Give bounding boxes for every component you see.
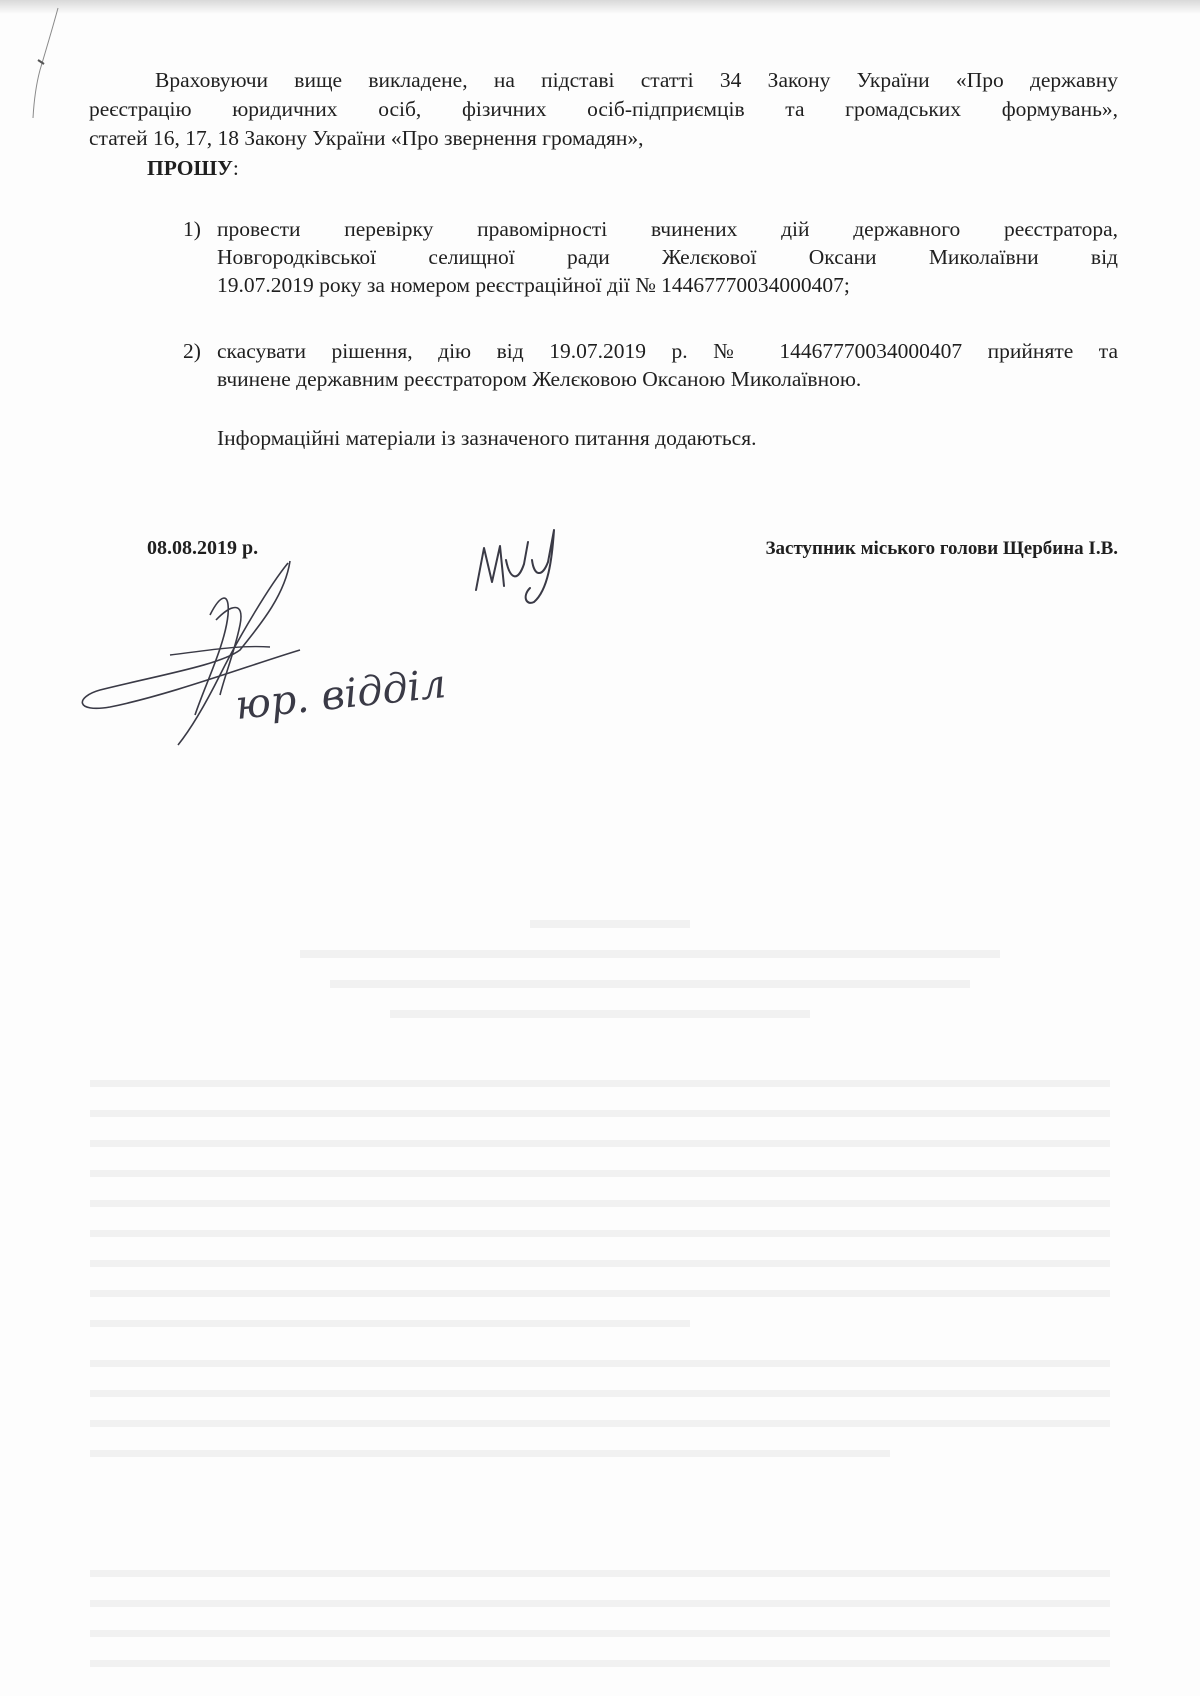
signer-name: Заступник міського голови Щербина І.В.: [765, 538, 1118, 559]
item-number: 2): [183, 339, 201, 363]
bleed-through-texture: [0, 560, 1200, 1696]
scan-top-shadow: [0, 0, 1200, 14]
request-heading: ПРОШУ:: [147, 156, 239, 180]
item-text: [217, 215, 1118, 299]
item-line: 19.07.2019 року за номером реєстраційної дії № 14467770034000407;: [217, 273, 850, 297]
item-line: вчинене державним реєстратором Желєковою Оксаною Миколаївною.: [217, 367, 862, 391]
attachments-note: Інформаційні матеріали із зазначеного питання додаються.: [217, 426, 757, 450]
intro-line-2: реєстрацію юридичних осіб, фізичних осіб-підприємців та громадських формувань»,: [89, 97, 1118, 121]
item-line: провести перевірку правомірності вчинених дій державного реєстратора,: [217, 217, 1118, 241]
scan-fold-mark: [0, 0, 80, 120]
document-date: 08.08.2019 р.: [147, 537, 259, 559]
item-text: [217, 337, 1118, 393]
item-number: 1): [183, 217, 201, 241]
intro-line-3: статей 16, 17, 18 Закону України «Про звернення громадян»,: [89, 126, 644, 150]
item-line: скасувати рішення, дію від 19.07.2019 р. № 14467770034000407 прийняте та: [217, 339, 1118, 363]
item-line: Новгородківської селищної ради Желєкової Оксани Миколаївни від: [217, 245, 1118, 269]
intro-line-1: Враховуючи вище викладене, на підставі статті 34 Закону України «Про державну: [155, 68, 1118, 92]
handwritten-department-note: юр. відділ: [233, 661, 449, 729]
